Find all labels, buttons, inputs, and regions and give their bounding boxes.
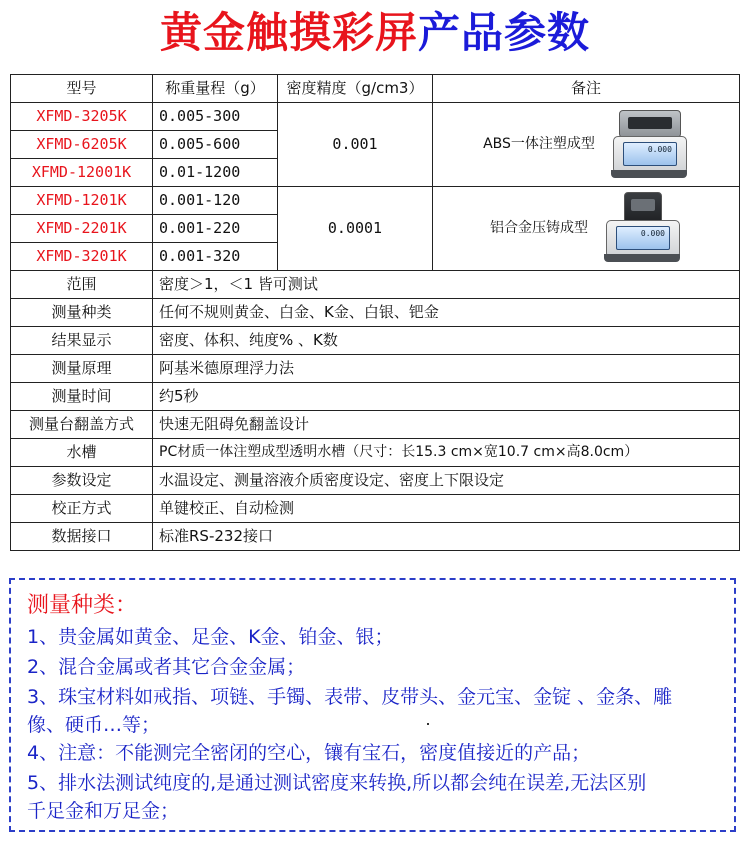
header-range: 称重量程（g） — [153, 75, 278, 103]
spec-label: 参数设定 — [11, 467, 153, 495]
spec-value: 水温设定、测量溶液介质密度设定、密度上下限设定 — [153, 467, 740, 495]
panel-line: 1、贵金属如黄金、足金、K金、铂金、银； — [27, 626, 394, 648]
panel-line: 2、混合金属或者其它合金金属； — [27, 656, 306, 678]
table-row — [11, 103, 740, 131]
range-cell: 0.005-600 — [153, 131, 278, 159]
panel-line: 4、注意：不能测完全密闭的空心，镶有宝石，密度值接近的产品； — [27, 742, 591, 764]
table-row — [11, 187, 740, 215]
model-cell: XFMD-6205K — [11, 131, 153, 159]
header-precision: 密度精度（g/cm3） — [278, 75, 433, 103]
spec-row — [11, 327, 740, 355]
title-red: 黄金触摸彩屏 — [159, 8, 418, 57]
spec-row — [11, 383, 740, 411]
spec-label: 水槽 — [11, 439, 153, 467]
note-text: ABS一体注塑成型 — [483, 136, 595, 152]
spec-label: 校正方式 — [11, 495, 153, 523]
spec-label: 范围 — [11, 271, 153, 299]
spec-label: 数据接口 — [11, 523, 153, 551]
spec-label: 测量台翻盖方式 — [11, 411, 153, 439]
spec-row — [11, 271, 740, 299]
spec-value: 阿基米德原理浮力法 — [153, 355, 740, 383]
abs-analyzer-image — [609, 108, 689, 182]
range-cell: 0.001-320 — [153, 243, 278, 271]
note-cell — [433, 103, 740, 187]
spec-label: 测量原理 — [11, 355, 153, 383]
aluminum-analyzer-image — [602, 192, 682, 266]
range-cell: 0.001-220 — [153, 215, 278, 243]
panel-heading: 测量种类： — [27, 593, 138, 618]
spec-value: 密度、体积、纯度% 、K数 — [153, 327, 740, 355]
range-cell: 0.001-120 — [153, 187, 278, 215]
range-cell: 0.005-300 — [153, 103, 278, 131]
stray-dot — [427, 723, 429, 725]
spec-value: 单键校正、自动检测 — [153, 495, 740, 523]
panel-line: 像、硬币…等； — [27, 714, 161, 736]
spec-value: 约5秒 — [153, 383, 740, 411]
spec-row — [11, 523, 740, 551]
spec-value: 密度＞1，＜1 皆可测试 — [153, 271, 740, 299]
header-model: 型号 — [11, 75, 153, 103]
spec-value: 标准RS-232接口 — [153, 523, 740, 551]
model-cell: XFMD-12001K — [11, 159, 153, 187]
spec-label: 测量时间 — [11, 383, 153, 411]
spec-label: 测量种类 — [11, 299, 153, 327]
spec-row — [11, 355, 740, 383]
model-cell: XFMD-2201K — [11, 215, 153, 243]
model-cell: XFMD-1201K — [11, 187, 153, 215]
measurement-types-panel — [9, 578, 736, 832]
device-screen-readout: 0.000 — [647, 144, 672, 154]
spec-label: 结果显示 — [11, 327, 153, 355]
table-header-row — [11, 75, 740, 103]
range-cell: 0.01-1200 — [153, 159, 278, 187]
spec-table — [10, 74, 740, 551]
model-cell: XFMD-3201K — [11, 243, 153, 271]
spec-row — [11, 495, 740, 523]
title-blue: 产品参数 — [418, 8, 591, 57]
note-cell — [433, 187, 740, 271]
precision-cell: 0.0001 — [278, 187, 433, 271]
panel-line: 千足金和万足金； — [27, 800, 180, 822]
spec-row — [11, 411, 740, 439]
device-screen-readout: 0.000 — [640, 228, 665, 238]
header-note: 备注 — [433, 75, 740, 103]
note-text: 铝合金压铸成型 — [490, 220, 588, 236]
spec-row — [11, 299, 740, 327]
page-title — [0, 4, 750, 62]
model-cell: XFMD-3205K — [11, 103, 153, 131]
spec-value: 任何不规则黄金、白金、K金、白银、钯金 — [153, 299, 740, 327]
spec-row — [11, 467, 740, 495]
panel-line: 3、珠宝材料如戒指、项链、手镯、表带、皮带头、金元宝、金锭 、金条、雕 — [27, 686, 673, 708]
spec-value: PC材质一体注塑成型透明水槽（尺寸：长15.3 cm×宽10.7 cm×高8.0cm） — [153, 439, 740, 467]
panel-line: 5、排水法测试纯度的,是通过测试密度来转换,所以都会纯在误差,无法区别 — [27, 772, 647, 794]
spec-row — [11, 439, 740, 467]
spec-value: 快速无阻碍免翻盖设计 — [153, 411, 740, 439]
precision-cell: 0.001 — [278, 103, 433, 187]
